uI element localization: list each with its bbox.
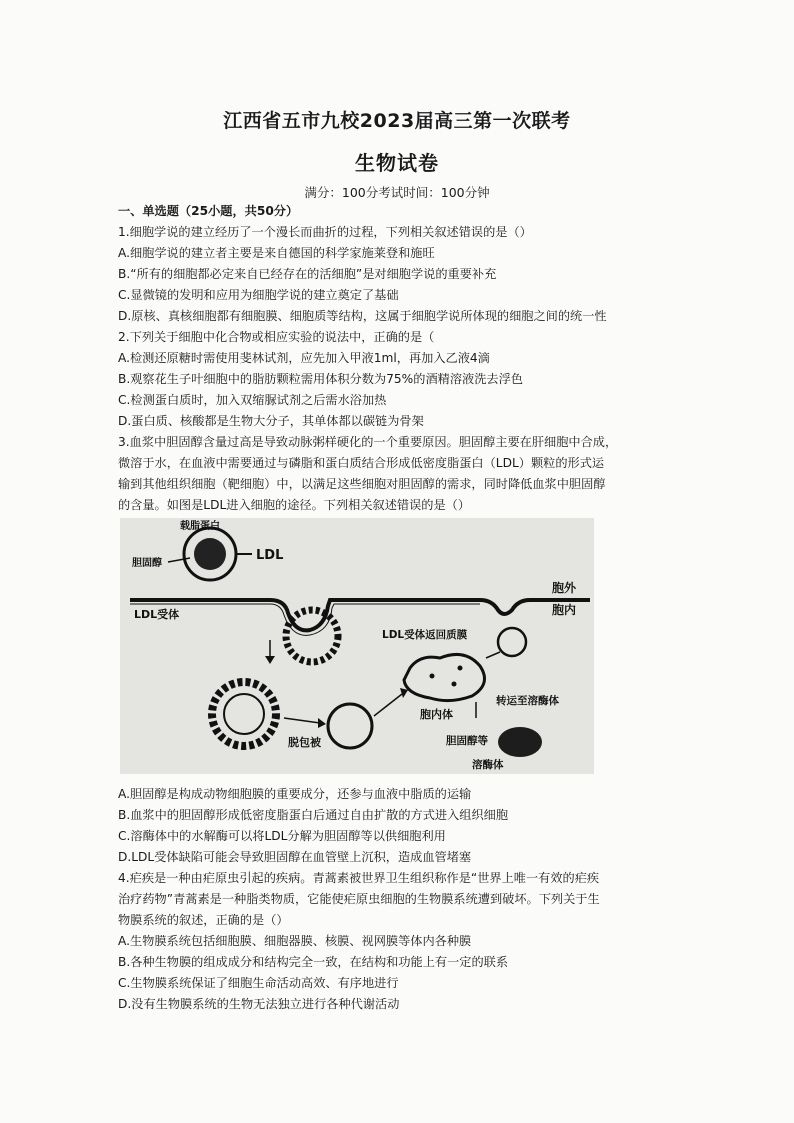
label-ldl: LDL: [256, 548, 284, 563]
question-line: 输到其他组织细胞（靶细胞）中，以满足这些细胞对胆固醇的需求，同时降低血浆中胆固醇: [118, 477, 606, 491]
label-receptor: LDL受体: [134, 608, 180, 621]
question-line: 治疗药物”青蒿素是一种脂类物质，它能使疟原虫细胞的生物膜系统遭到破坏。下列关于生: [118, 892, 600, 906]
label-cholesterol: 胆固醇: [132, 558, 162, 569]
section-heading: 一、单选题（25小题，共50分）: [118, 204, 299, 218]
ldl-pathway-figure: [120, 518, 594, 774]
option-line: A.检测还原糖时需使用斐林试剂，应先加入甲液1ml，再加入乙液4滴: [118, 351, 490, 365]
label-uncoat: 脱包被: [288, 736, 321, 749]
label-protein: 载脂蛋白: [180, 521, 220, 532]
endosome: [404, 654, 485, 700]
receptor-return-vesicle: [498, 628, 526, 656]
option-line: D.原核、真核细胞都有细胞膜、细胞质等结构，这属于细胞学说所体现的细胞之间的统一性: [118, 309, 607, 323]
uncoated-vesicle: [328, 704, 372, 748]
option-line: D.LDL受体缺陷可能会导致胆固醇在血管壁上沉积，造成血管堵塞: [118, 850, 472, 864]
question-line: 微溶于水，在血液中需要通过与磷脂和蛋白质结合形成低密度脂蛋白（LDL）颗粒的形式运: [118, 456, 605, 470]
subject-title: 生物试卷: [355, 151, 439, 175]
option-line: C.检测蛋白质时，加入双缩脲试剂之后需水浴加热: [118, 393, 387, 407]
exam-title: 江西省五市九校2023届高三第一次联考: [223, 110, 571, 132]
label-endosome: 胞内体: [420, 708, 453, 721]
label-lysosome: 溶酶体: [472, 759, 504, 771]
question-line: 4.疟疾是一种由疟原虫引起的疾病。青蒿素被世界卫生组织称作是“世界上唯一有效的疟疾: [118, 871, 600, 885]
option-line: B.“所有的细胞都必定来自已经存在的活细胞”是对细胞学说的重要补充: [118, 267, 497, 281]
lysosome: [498, 727, 542, 757]
option-line: D.没有生物膜系统的生物无法独立进行各种代谢活动: [118, 997, 400, 1011]
option-line: C.溶酶体中的水解酶可以将LDL分解为胆固醇等以供细胞利用: [118, 829, 446, 843]
label-cholesterol-etc: 胆固醇等: [446, 735, 488, 747]
question-line: 1.细胞学说的建立经历了一个漫长而曲折的过程，下列相关叙述错误的是（）: [118, 225, 532, 239]
question-line: 2.下列关于细胞中化合物或相应实验的说法中，正确的是（: [118, 330, 435, 344]
question-line: 的含量。如图是LDL进入细胞的途径。下列相关叙述错误的是（）: [118, 498, 471, 512]
option-line: B.血浆中的胆固醇形成低密度脂蛋白后通过自由扩散的方式进入组织细胞: [118, 808, 509, 822]
label-return: LDL受体返回质膜: [382, 629, 468, 641]
option-line: C.生物膜系统保证了细胞生命活动高效、有序地进行: [118, 976, 399, 990]
option-line: B.各种生物膜的组成成分和结构完全一致，在结构和功能上有一定的联系: [118, 955, 509, 969]
question-line: 物膜系统的叙述，正确的是（）: [118, 913, 289, 927]
question-line: 3.血浆中胆固醇含量过高是导致动脉粥样硬化的一个重要原因。胆固醇主要在肝细胞中合成，: [118, 435, 618, 449]
option-line: B.观察花生子叶细胞中的脂肪颗粒需用体积分数为75%的酒精溶液洗去浮色: [118, 372, 523, 386]
exam-info: 满分：100分考试时间：100分钟: [304, 185, 490, 200]
coated-pit: [286, 610, 338, 662]
option-line: D.蛋白质、核酸都是生物大分子，其单体都以碳链为骨架: [118, 414, 424, 428]
option-line: A.胆固醇是构成动物细胞膜的重要成分，还参与血液中脂质的运输: [118, 787, 472, 801]
cell-membrane: [130, 600, 590, 630]
label-to-lysosome: 转运至溶酶体: [496, 695, 559, 707]
ldl-core-icon: [194, 538, 226, 570]
coated-vesicle: [212, 682, 276, 746]
option-line: A.细胞学说的建立者主要是来自德国的科学家施莱登和施旺: [118, 246, 435, 260]
option-line: C.显微镜的发明和应用为细胞学说的建立奠定了基础: [118, 288, 399, 302]
label-inside: 胞内: [552, 603, 577, 617]
option-line: A.生物膜系统包括细胞膜、细胞器膜、核膜、视网膜等体内各种膜: [118, 934, 472, 948]
label-outside: 胞外: [552, 581, 577, 595]
